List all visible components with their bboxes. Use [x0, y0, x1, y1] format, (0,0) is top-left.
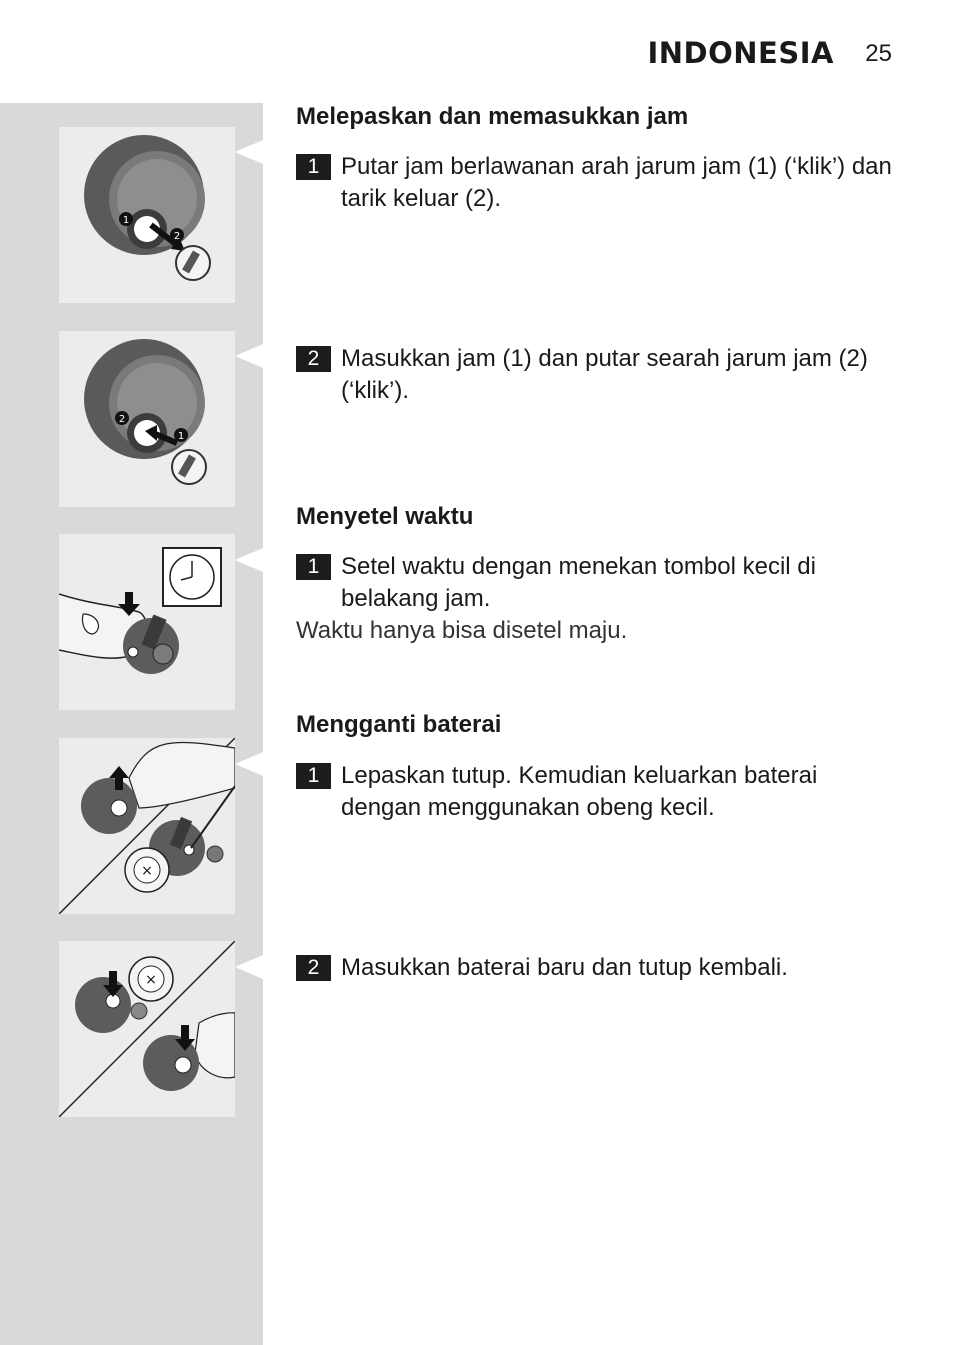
step-text: Lepaskan tutup. Kemudian keluarkan baterai dengan menggunakan obeng kecil. [341, 762, 818, 821]
svg-text:×: × [141, 863, 153, 879]
illustration-pointer [235, 344, 263, 368]
battery-remove-illustration [59, 738, 235, 914]
step-label-1: 1 [122, 215, 130, 226]
step-label-2: 2 [118, 414, 126, 425]
step-text: Masukkan baterai baru dan tutup kembali. [341, 954, 788, 981]
illustration-pointer [235, 140, 263, 164]
section-heading-battery: Mengganti baterai [296, 711, 502, 738]
step-number-badge: 1 [296, 154, 331, 180]
illustration-pointer [235, 548, 263, 572]
clock-set-time-illustration [59, 534, 235, 710]
illustration-pointer [235, 752, 263, 776]
step-label-1: 1 [177, 431, 185, 442]
svg-text:×: × [145, 972, 157, 988]
language-header: INDONESIA [647, 36, 834, 70]
illustration-pointer [235, 955, 263, 979]
battery-insert-illustration [59, 941, 235, 1117]
step-number-badge: 2 [296, 346, 331, 372]
step-number-badge: 1 [296, 554, 331, 580]
page-number: 25 [865, 40, 892, 67]
step-text: Masukkan jam (1) dan putar searah jarum jam (2) (‘klik’). [341, 345, 868, 404]
section-heading-clock: Melepaskan dan memasukkan jam [296, 103, 689, 130]
step-text: Putar jam berlawanan arah jarum jam (1) (‘klik’) dan tarik keluar (2). [341, 153, 892, 212]
step-number-badge: 1 [296, 763, 331, 789]
section-heading-set-time: Menyetel waktu [296, 503, 474, 530]
step-number-badge: 2 [296, 955, 331, 981]
note-text: Waktu hanya bisa disetel maju. [296, 617, 628, 644]
step-label-2: 2 [173, 231, 181, 242]
clock-insert-illustration [59, 331, 235, 507]
step-text: Setel waktu dengan menekan tombol kecil di belakang jam. [341, 553, 816, 612]
clock-remove-illustration [59, 127, 235, 303]
